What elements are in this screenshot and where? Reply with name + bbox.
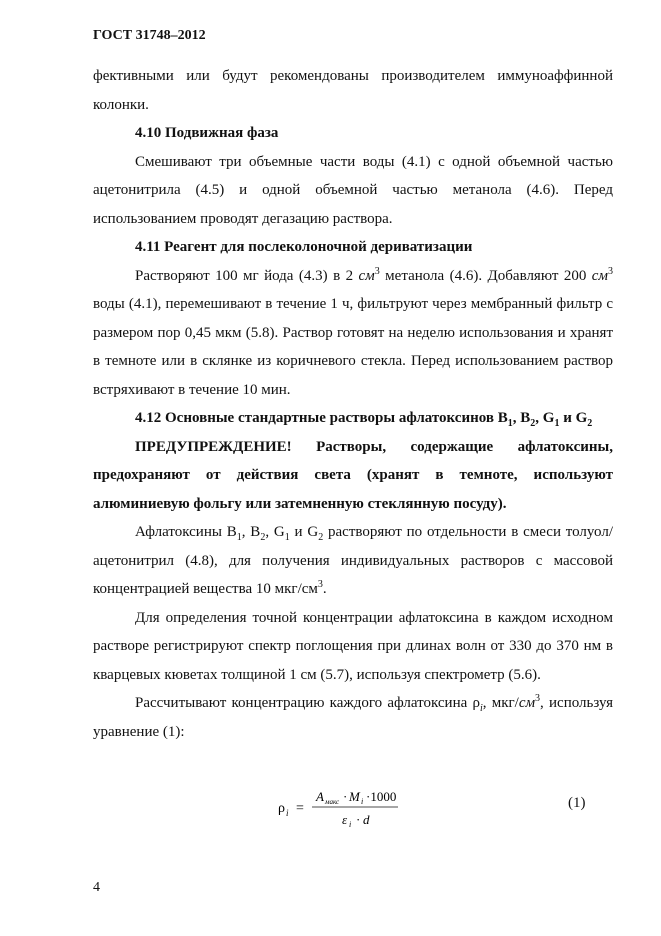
section-heading-4-12 — [93, 404, 613, 433]
paragraph-4-11 — [93, 262, 613, 405]
unit-cm: см — [591, 267, 608, 284]
text-run: , G — [265, 524, 285, 540]
formula-lhs: ρ — [278, 801, 285, 816]
formula-num-M-sub: i — [361, 797, 364, 806]
page-number: 4 — [93, 880, 100, 895]
text-run: Рассчитывают концентрацию каждого афлатоксина ρ — [135, 695, 480, 711]
paragraph-continuation: фективными или будут рекомендованы производителем иммуноаффинной колонки. — [93, 68, 613, 113]
subscript: 1 — [284, 532, 290, 543]
formula-num-dot1: · — [343, 789, 348, 804]
paragraph-calculation — [93, 689, 613, 746]
text-run: , используя уравнение (1): — [93, 695, 613, 740]
formula-den-d: d — [363, 812, 370, 827]
text-run: . — [322, 581, 327, 597]
subscript: 2 — [530, 418, 536, 429]
text-run: Растворяют 100 мг йода (4.3) в 2 — [135, 267, 359, 284]
text-run: Афлатоксины B — [135, 524, 237, 540]
superscript: 3 — [535, 693, 541, 704]
text-run: растворяют по отдельности в смеси толуол/ацетонитрил (4.8), для получения индивидуальных растворов с массовой концентрацией вещества 10 мкг/см — [93, 524, 614, 597]
equation-svg — [272, 786, 472, 836]
text-run: и G — [289, 524, 319, 540]
section-heading-4-10: 4.10 Подвижная фаза — [135, 125, 279, 141]
formula-eq: = — [296, 801, 304, 816]
unit-cm: см — [518, 695, 536, 711]
formula-num-dot2: ·1000 — [366, 789, 397, 804]
subscript: 1 — [507, 418, 513, 429]
italic-i: i — [479, 703, 483, 714]
formula-den-eps: ε — [342, 812, 348, 827]
text-run: и G — [559, 410, 588, 426]
document-body — [93, 62, 613, 746]
subscript: 2 — [318, 532, 324, 543]
formula-lhs-sub: i — [286, 808, 289, 818]
document-header: ГОСТ 31748–2012 — [93, 28, 206, 43]
paragraph-aflatoxins — [93, 518, 613, 604]
text-run: 4.12 Основные стандартные растворы афлатоксинов B — [135, 410, 508, 426]
formula-den-eps-sub: i — [349, 820, 352, 829]
subscript: 2 — [260, 532, 266, 543]
formula-den-dot: · — [356, 812, 361, 827]
formula-num-A-sub: макс — [325, 798, 340, 806]
paragraph-4-10: Смешивают три объемные части воды (4.1) с одной объемной частью ацетонитрила (4.5) и одной объемной частью метанола (4.6). Перед использованием проводят дегазацию раствора. — [93, 153, 613, 227]
equation-number: (1) — [568, 795, 586, 811]
superscript: 3 — [317, 579, 323, 590]
superscript: 3 — [374, 265, 380, 277]
text-run: метанола (4.6). Добавляют 200 — [379, 267, 592, 284]
subscript: 1 — [236, 532, 242, 543]
equation-1 — [272, 786, 472, 836]
text-run: воды (4.1), перемешивают в течение 1 ч, фильтруют через мембранный фильтр с размером пор 0,45 мкм (5.8). Раствор готовят на неделю использования и хранят в темноте или в склянке из коричневого стекла. Перед использованием раствор встряхивают в течение 10 мин. — [93, 296, 613, 398]
subscript: 2 — [587, 418, 593, 429]
text-run: , G — [535, 410, 555, 426]
section-heading-4-11: 4.11 Реагент для послеколоночной дериватизации — [135, 239, 473, 255]
text-run: , мкг/ — [482, 695, 519, 711]
unit-cm: см — [358, 267, 375, 284]
warning-paragraph: ПРЕДУПРЕЖДЕНИЕ! Растворы, содержащие афлатоксины, предохраняют от действия света (хранят в темноте, используют алюминиевую фольгу или затемненную стеклянную посуду). — [93, 438, 613, 512]
formula-num-A: A — [316, 789, 324, 804]
formula-num-M: M — [349, 789, 360, 804]
superscript: 3 — [608, 265, 613, 277]
paragraph-spectrum: Для определения точной концентрации афлатоксина в каждом исходном растворе регистрируют спектр поглощения при длинах волн от 330 до 370 нм в кварцевых кюветах толщиной 1 см (5.7), используя спектрометр (5.6). — [93, 609, 613, 683]
subscript: 1 — [554, 418, 560, 429]
text-run: , B — [241, 524, 261, 540]
text-run: , B — [512, 410, 531, 426]
